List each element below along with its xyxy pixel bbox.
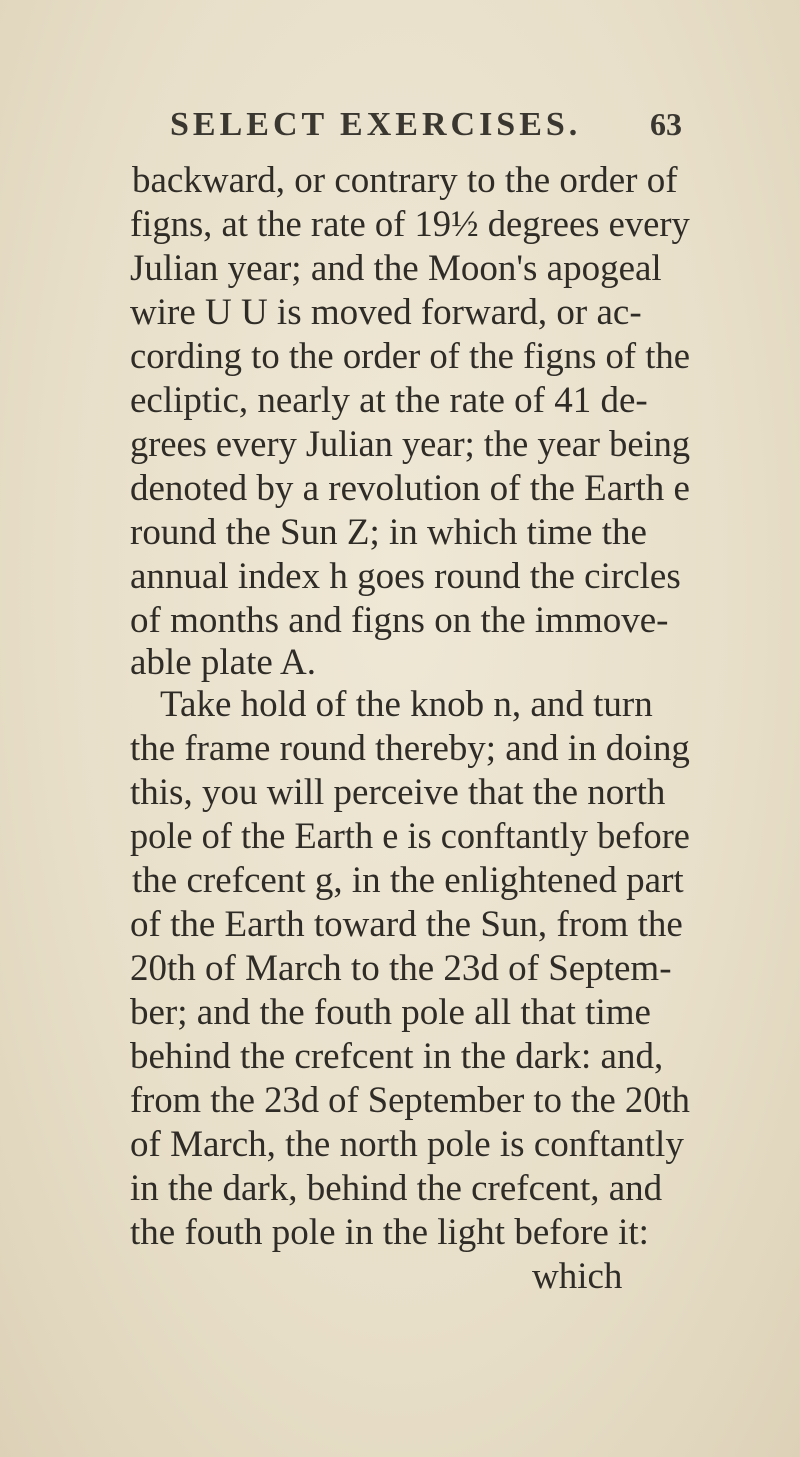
text-line: Take hold of the knob n, and turn xyxy=(160,684,653,725)
catchword: which xyxy=(532,1256,623,1297)
text-line: the crefcent g, in the enlightened part xyxy=(132,860,684,901)
text-line: from the 23d of September to the 20th xyxy=(130,1080,690,1121)
text-line: Julian year; and the Moon's apogeal xyxy=(130,248,662,289)
text-line: the frame round thereby; and in doing xyxy=(130,728,690,769)
text-line: grees every Julian year; the year being xyxy=(130,424,691,465)
running-title: SELECT EXERCISES. xyxy=(170,106,582,143)
text-line: the fouth pole in the light before it: xyxy=(130,1212,649,1253)
text-line: cording to the order of the figns of the xyxy=(130,336,691,377)
text-line: of months and figns on the immove- xyxy=(130,600,669,641)
text-line: annual index h goes round the circles xyxy=(130,556,681,597)
text-line: backward, or contrary to the order of xyxy=(132,160,678,201)
text-line: 20th of March to the 23d of Septem- xyxy=(130,948,672,989)
text-line: round the Sun Z; in which time the xyxy=(130,512,647,553)
text-line: wire U U is moved forward, or ac- xyxy=(130,292,642,333)
text-line: behind the crefcent in the dark: and, xyxy=(130,1036,664,1077)
text-line: denoted by a revolution of the Earth e xyxy=(130,468,690,509)
text-line: this, you will perceive that the north xyxy=(130,772,666,813)
text-line: ecliptic, nearly at the rate of 41 de- xyxy=(130,380,648,421)
text-line: in the dark, behind the crefcent, and xyxy=(130,1168,663,1209)
text-line: pole of the Earth e is conftantly before xyxy=(130,816,690,857)
text-line: able plate A. xyxy=(130,642,316,683)
running-head xyxy=(0,106,800,150)
page-number: 63 xyxy=(650,106,682,142)
text-line: of the Earth toward the Sun, from the xyxy=(130,904,683,945)
text-line: ber; and the fouth pole all that time xyxy=(130,992,651,1033)
text-line: figns, at the rate of 19½ degrees every xyxy=(130,204,690,245)
text-line: of March, the north pole is conftantly xyxy=(130,1124,684,1165)
